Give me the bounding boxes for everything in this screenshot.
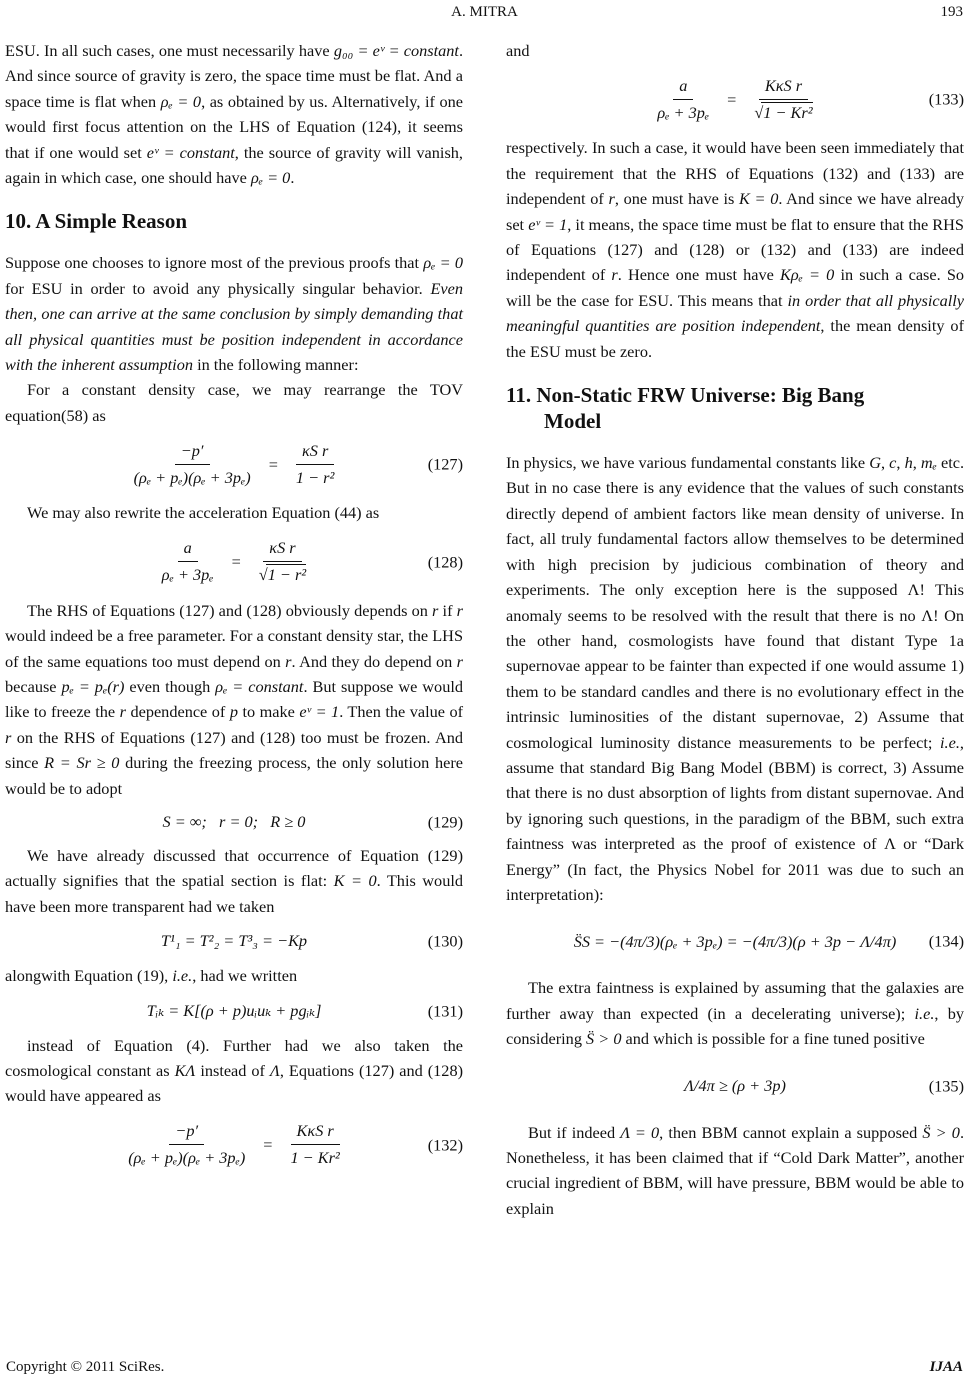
numerator: κS r <box>263 537 301 562</box>
text-run: . Nonetheless, it has been claimed that if “Cold Dark Matter”, another crucial ingredient of BBM, will have pressure, BBM would be able to explain <box>506 1122 965 1218</box>
text-run: even though <box>129 676 211 696</box>
text-run: because <box>5 676 57 696</box>
inline-variable: r <box>285 651 292 671</box>
text-run: dependence of <box>130 702 226 722</box>
paragraph <box>506 1120 964 1222</box>
radical-sign: √ <box>258 565 268 585</box>
denominator: (ρₑ + pₑ)(ρₑ + 3pₑ) <box>133 467 251 487</box>
section-heading-10: 10. A Simple Reason <box>5 209 188 234</box>
inline-equation: ρₑ = 0 <box>250 168 291 188</box>
numerator: −p′ <box>169 1120 204 1145</box>
equals-sign: = <box>231 551 241 571</box>
equation-body: S̈S = −(4π/3)(ρₑ + 3pₑ) = −(4π/3)(ρ + 3p − Λ/4π) <box>573 931 897 951</box>
equation-body: S = ∞; r = 0; R ≥ 0 <box>162 812 306 832</box>
equals-sign: = <box>268 454 278 474</box>
fraction <box>651 75 715 124</box>
numerator: a <box>673 75 693 100</box>
fraction <box>253 537 312 586</box>
italic-text: i.e. <box>940 732 960 752</box>
heading-line: 11. Non-Static FRW Universe: Big Bang <box>506 383 865 408</box>
inline-variable: r <box>456 651 464 671</box>
text-run: , one must have is <box>614 189 735 209</box>
text-run: in the following manner: <box>197 355 359 375</box>
text-run: . And since source of gravity is zero, the space time must be flat. And a space time is flat when <box>5 41 464 111</box>
paragraph <box>5 250 463 377</box>
inline-equation: ρₑ = constant <box>215 676 304 696</box>
paragraph: For a constant density case, we may rearrange the TOV equation(58) as <box>5 380 463 425</box>
text-run: . But suppose we would like to freeze the <box>5 676 464 722</box>
numerator: KκS r <box>759 75 808 100</box>
equation-number: (128) <box>427 551 463 571</box>
paragraph <box>506 975 964 1051</box>
radicand: 1 − Kr² <box>763 102 813 122</box>
equals-sign: = <box>727 89 737 109</box>
inline-equation: eᵛ = constant <box>146 142 235 162</box>
text-run: on the RHS of Equations (127) and (128) too must be frozen. And since <box>5 727 463 773</box>
text-run: , as obtained by us. Alternatively, if one would first focus attention on the LHS of Equation (124), it seems that if one would set <box>5 91 463 162</box>
inline-equation: ρₑ = 0 <box>423 253 463 273</box>
inline-variable: h <box>904 453 913 473</box>
inline-variable: r <box>608 189 615 209</box>
text-run: . And since we have already set <box>506 189 964 234</box>
fraction <box>290 440 341 489</box>
text-run: In physics, we have various fundamental constants like <box>506 453 866 473</box>
italic-text: i.e. <box>914 1003 935 1023</box>
left-column <box>5 38 463 1181</box>
copyright-notice: Copyright © 2011 SciRes. <box>6 1359 165 1375</box>
text-run: But if indeed <box>528 1122 616 1142</box>
denominator: 1 − r² <box>295 467 335 487</box>
inline-variable: G <box>869 453 881 473</box>
fraction <box>748 75 818 124</box>
fraction <box>122 1120 251 1169</box>
inline-equation: g₀₀ = eᵛ = constant <box>333 41 459 60</box>
numerator: a <box>178 537 198 562</box>
text-run: would indeed be a free parameter. For a constant density star, the LHS of the same equations too must depend on <box>5 626 463 671</box>
page-footer <box>0 1354 969 1380</box>
text-run: and which is possible for a fine tuned positive <box>625 1029 925 1049</box>
text-run: during the freezing process, the only solution here would be to adopt <box>5 753 463 798</box>
inline-variable: r <box>119 702 126 722</box>
equation-body: Λ/4π ≥ (ρ + 3p) <box>684 1075 786 1095</box>
text-run: , the source of gravity will vanish, again in which case, one should have <box>5 142 463 188</box>
text-run: ESU. In all such cases, one must necessarily have <box>5 41 330 60</box>
page-number: 193 <box>940 4 963 20</box>
equation-133 <box>506 69 964 129</box>
text-run: respectively. In such a case, it would have been seen immediately that the requirement that the RHS of Equations (132) and (133) are independent of <box>506 138 964 209</box>
text-run: , had we written <box>192 966 298 986</box>
equation-number: (133) <box>928 89 964 109</box>
inline-variable: p <box>229 702 238 722</box>
text-run: alongwith Equation (19), <box>5 966 169 986</box>
inline-equation: S̈ > 0 <box>586 1029 622 1049</box>
text-run: , it means, the space time must be flat to ensure that the RHS of Equations (127) and (128) or (132) and (133) are indeed independent of <box>506 214 964 285</box>
equals-sign: = <box>263 1135 273 1155</box>
text-run: . <box>290 168 295 188</box>
text-run: , the mean density of the ESU must be zero. <box>506 316 964 361</box>
denominator: 1 − Kr² <box>290 1148 340 1168</box>
paragraph <box>5 843 463 919</box>
equation-130 <box>5 925 463 957</box>
text-run: if <box>442 600 453 620</box>
numerator: −p′ <box>175 440 210 465</box>
paragraph: In physics, we have various fundamental constants like G, c, h, mₑ etc. But in no case there is any evidence that the values of such constants directly depend of ambient factors like mean density of universe. In fact, all truly fundamental factors allow themselves to be determined with high precision by judicious combination of theory and experiments. The only exception here is the supposed Λ! This anomaly seems to be resolved with the result that there is no Λ! On the other hand, cosmologists have found that distant Type 1a supernovae appear to be fainter than expected if one would assume 1) them to be standard candles and there is no evolutionary effect in the intrinsic luminosities of the distant supernovae, 2) Assume that cosmological luminosity distance measurements to be perfect; i.e., assume that standard Big Bang Model (BBM) is correct, 3) Assume that there is no dust absorption of lights from distant supernovae. And by ignoring such questions, in the paradigm of the BBM, such extra faintness was interpreted as the proof of existence of Λ or “Dark Energy” (In fact, the Physics Nobel for 2011 was due to such an interpretation): <box>506 453 965 904</box>
inline-equation: eᵛ = 1 <box>528 214 568 234</box>
paragraph: and <box>506 41 530 60</box>
paragraph <box>5 1033 463 1109</box>
denominator: (ρₑ + pₑ)(ρₑ + 3pₑ) <box>128 1148 246 1168</box>
inline-equation: KΛ <box>174 1060 196 1080</box>
fraction <box>156 537 220 586</box>
page-header <box>0 2 969 26</box>
equation-number: (131) <box>427 1000 463 1020</box>
equation-number: (134) <box>928 931 964 951</box>
radicand: 1 − r² <box>267 565 307 585</box>
denominator <box>748 100 818 124</box>
equation-135 <box>506 1058 964 1114</box>
equation-134 <box>506 913 964 969</box>
text-run: The extra faintness is explained by assuming that the galaxies are further away than expected (in a decelerating universe); <box>506 978 964 1023</box>
denominator: ρₑ + 3pₑ <box>161 565 214 585</box>
equation-128 <box>5 532 463 592</box>
equation-body: T¹₁ = T²₂ = T³₃ = −Kp <box>160 931 308 951</box>
equation-131 <box>5 995 463 1027</box>
text-run: , by considering <box>506 1003 965 1049</box>
radical-sign: √ <box>754 102 764 122</box>
equation-127 <box>5 434 463 494</box>
section-heading-11 <box>506 382 964 434</box>
paragraph: We may also rewrite the acceleration Equation (44) as <box>27 503 380 523</box>
equation-number: (135) <box>928 1075 964 1095</box>
text-run: . And they do depend on <box>291 651 453 671</box>
text-run: for ESU in order to avoid any physically singular behavior. <box>5 278 423 298</box>
inline-variable: mₑ <box>920 453 937 473</box>
equation-number: (129) <box>427 812 463 832</box>
paragraph <box>506 135 964 364</box>
equation-129 <box>5 807 463 837</box>
text-run: Suppose one chooses to ignore most of the previous proofs that <box>5 253 420 273</box>
text-run: ! On the other hand, cosmologists have found that distant Type 1a supernovae appear to be fainter than expected if one would assume 1) them to be standard candles and there is no evolutionary effect in the intrinsic luminosities of the distant supernovae, 2) Assume that cosmological luminosity distance measurements to be perfect; <box>506 605 964 752</box>
text-run: ! This anomaly seems to be resolved with the result that there is no <box>506 580 964 625</box>
text-run: . Then the value of <box>339 702 464 722</box>
inline-equation: Λ <box>269 1060 280 1080</box>
fraction <box>284 1120 345 1169</box>
inline-variable: c <box>889 453 897 473</box>
paragraph <box>5 963 463 988</box>
equation-number: (130) <box>427 931 463 951</box>
text-run: , Equations (127) and (128) would have appeared as <box>5 1060 464 1106</box>
inline-symbol: Λ <box>921 605 934 625</box>
italic-text: in order that all physically meaningful quantities are position independent <box>506 290 965 336</box>
inline-symbol: Λ <box>884 834 896 854</box>
inline-equation: S̈ > 0 <box>922 1122 960 1142</box>
inline-variable: r <box>5 727 12 747</box>
inline-variable: r <box>432 600 439 620</box>
text-run: etc. But in no case there is any evidence that the values of such constants directly depend of ambient factors like mean density of universe. In fact, all truly fundamental factors allow themselves to be determined with high precision by judicious combination of theory and experiments. The only exception here is the supposed <box>506 453 965 600</box>
right-column <box>506 38 964 1221</box>
heading-line: Model <box>544 409 602 434</box>
inline-equation: ρₑ = 0 <box>160 91 202 111</box>
text-run: , assume that standard Big Bang Model (BBM) is correct, 3) Assume that there is no dust absorption of lights from distant supernovae. And by ignoring such questions, in the paradigm of the BBM, such extra faintness was interpreted as the proof of existence of <box>506 732 964 854</box>
equation-132 <box>5 1115 463 1175</box>
inline-equation: eᵛ = 1 <box>299 702 340 722</box>
denominator: ρₑ + 3pₑ <box>657 102 710 122</box>
numerator: κS r <box>296 440 334 465</box>
text-run: to make <box>242 702 295 722</box>
text-run: or “Dark Energy” (In fact, the Physics Nobel for 2011 was due to such an interpretation): <box>506 834 965 904</box>
inline-equation: K = 0 <box>739 189 779 209</box>
running-head-author: A. MITRA <box>451 4 518 20</box>
paragraph <box>5 598 463 801</box>
inline-equation: K = 0 <box>333 871 377 891</box>
text-run: . This would have been more transparent had we taken <box>5 871 463 916</box>
denominator <box>253 562 312 586</box>
text-run: We have already discussed that occurrence of Equation (129) actually signifies that the spatial section is flat: <box>5 845 463 891</box>
inline-variable: r <box>611 265 618 285</box>
italic-text: Even then, one can arrive at the same conclusion by simply demanding that all physical quantities must be position independent in accordance with the inherent assumption <box>5 278 463 375</box>
inline-equation: Kρₑ = 0 <box>779 265 835 285</box>
inline-equation: Λ = 0 <box>620 1122 660 1142</box>
equation-number: (127) <box>427 454 463 474</box>
inline-equation: R = Sr ≥ 0 <box>44 753 120 773</box>
text-run: . Hence one must have <box>617 265 774 285</box>
italic-text: i.e. <box>172 966 193 986</box>
equation-number: (132) <box>427 1135 463 1155</box>
inline-equation: pₑ = pₑ(r) <box>61 676 125 696</box>
text-run: in such a case. So will be the case for ESU. This means that <box>506 265 965 310</box>
equation-body: Tᵢₖ = K[(ρ + p)uᵢuₖ + pgᵢₖ] <box>146 1000 322 1020</box>
text-run: , then BBM cannot explain a supposed <box>659 1122 918 1142</box>
numerator: KκS r <box>291 1120 340 1145</box>
text-run: instead of <box>200 1060 265 1080</box>
paragraph <box>5 38 463 190</box>
fraction <box>128 440 257 489</box>
text-run: The RHS of Equations (127) and (128) obviously depends on <box>27 600 428 620</box>
text-run: instead of Equation (4). Further had we also taken the cosmological constant as <box>5 1035 463 1080</box>
inline-symbol: Λ <box>907 580 920 600</box>
inline-variable: r <box>456 600 463 620</box>
journal-abbrev: IJAA <box>929 1359 963 1375</box>
